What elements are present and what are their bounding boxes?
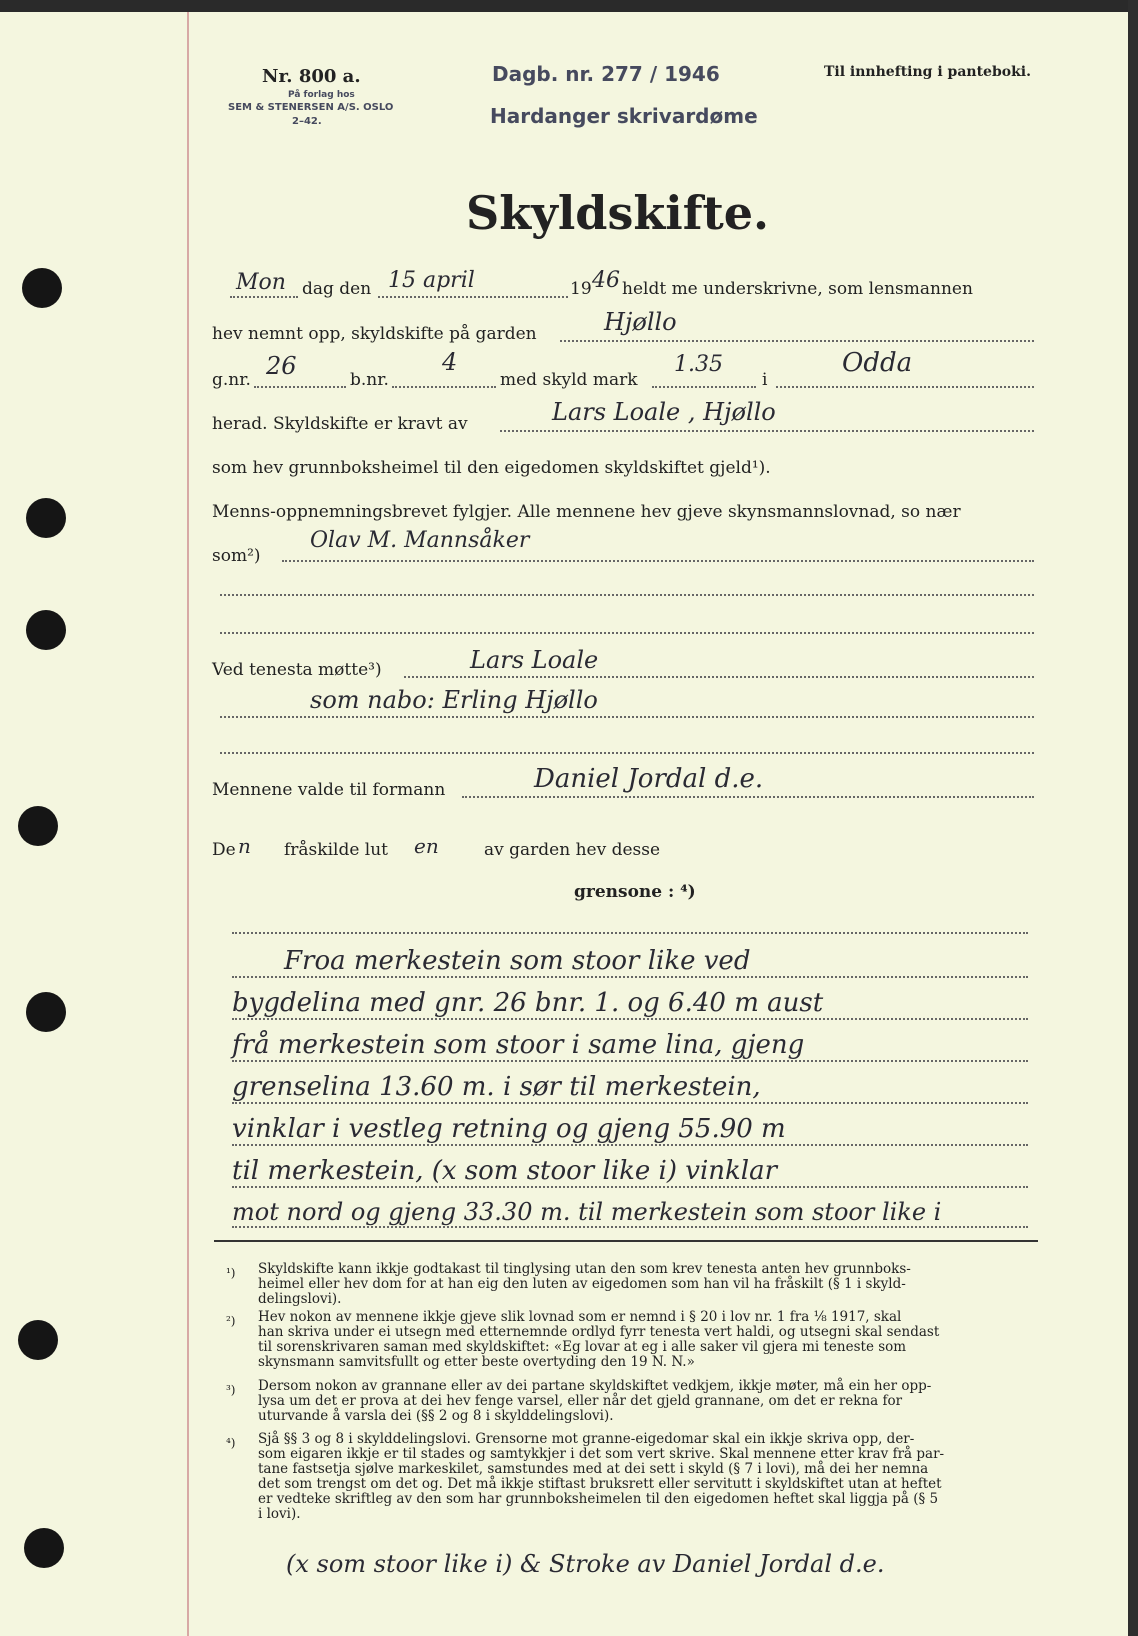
fill-line [462,796,1034,798]
handwritten-year: 46 [592,268,620,293]
handwritten-farm: Hjøllo [604,308,677,336]
handwritten-gnr: 26 [266,352,297,380]
footnote-number: ²) [226,1314,236,1328]
fill-line [254,386,346,388]
boundaries-heading: grensone : ⁴) [574,882,696,902]
publisher-line: 2–42. [292,116,322,127]
form-text: b.nr. [350,370,389,390]
footnote-line: Sjå §§ 3 og 8 i skylddelingslovi. Grensorne mot granne-eigedomar skal ein ikkje skriva opp, der- [258,1431,915,1447]
boundary-line: Froa merkestein som stoor like ved [284,946,751,976]
publisher-line: SEM & STENERSEN A/S. OSLO [228,102,394,113]
page-title: Skyldskifte. [466,186,770,240]
form-text: Menns-oppnemningsbrevet fylgjer. Alle mennene hev gjeve skynsmannslovnad, so nær [212,502,961,522]
footnote-line: delingslovi). [258,1291,342,1307]
handwritten-requester: Lars Loale , Hjøllo [552,398,776,426]
form-text: i [762,370,768,390]
footnote-line: det som trengst om det og. Det må ikkje stiftast bruksrett eller servitutt i skyldskiftet utan at heftet [258,1476,942,1492]
fill-line [560,340,1034,342]
handwritten-neighbour: som nabo: Erling Hjøllo [310,686,598,714]
footnote-number: ³) [226,1383,236,1397]
footnote-line: i lovi). [258,1506,301,1522]
handwritten-suffix: n [238,834,251,858]
form-text: 19 [570,279,592,299]
form-text: dag den [302,279,372,299]
footnote-line: uturvande å varsla dei (§§ 2 og 8 i skylddelingslovi). [258,1408,614,1424]
fill-line [232,1060,1028,1062]
footnote-line: er vedteke skriftleg av den som har grunnboksheimelen til den eigedomen heftet skal liggja på (§ 5 [258,1491,939,1507]
footnote-line: heimel eller hev dom for at han eig den luten av eigedomen som han vil ha fråskilt (§ 1 i skyld- [258,1276,906,1292]
boundary-line: til merkestein, (x som stoor like i) vinklar [232,1156,778,1186]
fill-line [232,1186,1028,1188]
form-number: Nr. 800 a. [262,66,361,87]
footnote-line: Skyldskifte kann ikkje godtakast til tinglysing utan den som krev tenesta anten hev grunnboks- [258,1261,911,1277]
boundary-line: bygdelina med gnr. 26 bnr. 1. og 6.40 m aust [232,988,824,1018]
scan-edge-top [0,0,1138,12]
handwritten-skyld: 1.35 [674,352,723,377]
punch-hole-icon [26,498,66,538]
fill-line [220,752,1034,754]
footnote-line: Hev nokon av mennene ikkje gjeve slik lovnad som er nemnd i § 20 i lov nr. 1 fra ⅛ 1917, skal [258,1309,902,1325]
handwritten-bottom-note: (x som stoor like i) & Stroke av Daniel Jordal d.e. [286,1550,885,1578]
form-text: med skyld mark [500,370,638,390]
fill-line [230,296,298,298]
footnote-line: som eigaren ikkje er til stades og samtykkjer i det som vert skrive. Skal mennene etter krav frå par- [258,1446,945,1462]
publisher-line: På forlag hos [288,90,355,100]
punch-hole-icon [24,1528,64,1568]
fill-line [220,632,1034,634]
binding-note: Til innhefting i panteboki. [824,64,1031,80]
fill-line [392,386,496,388]
footnote-line: Dersom nokon av grannane eller av dei partane skyldskiftet vedkjem, ikkje møter, må ein her opp- [258,1378,932,1394]
fill-line [652,386,756,388]
form-text: heldt me underskrivne, som lensmannen [622,279,973,299]
office-stamp: Hardanger skrivardøme [490,104,758,128]
fill-line [404,676,1034,678]
boundary-line: vinklar i vestleg retning og gjeng 55.90 m [232,1114,786,1144]
footnote-divider [214,1240,1038,1242]
fill-line [378,296,568,298]
handwritten-men: Olav M. Mannsåker [310,528,530,553]
fill-line [232,1018,1028,1020]
fill-line [220,594,1034,596]
footnote-line: tane fastsetja sjølve markeskilet, samstundes med at dei sett i skyld (§ 7 i lovi), må dei her nemna [258,1461,929,1477]
handwritten-bnr: 4 [442,348,458,376]
handwritten-suffix: en [414,834,439,858]
fill-line [232,976,1028,978]
scan-edge-right [1128,0,1138,1636]
fill-line [282,560,1034,562]
fill-line [232,1102,1028,1104]
form-text: som hev grunnboksheimel til den eigedomen skyldskiftet gjeld¹). [212,458,771,478]
fill-line [232,1226,1028,1228]
handwritten-attendee: Lars Loale [470,646,599,674]
footnote-line: til sorenskrivaren saman med skyldskiftet: «Eg lovar at eg i alle saker vil gjera mi teneste som [258,1339,907,1355]
form-text: herad. Skyldskifte er kravt av [212,414,468,434]
footnote-number: ¹) [226,1266,236,1280]
boundary-line: frå merkestein som stoor i same lina, gjeng [232,1030,805,1060]
footnote-line: skynsmann samvitsfullt og etter beste overtyding den 19 N. N.» [258,1354,695,1370]
footnote-line: lysa um det er prova at dei hev fenge varsel, eller når det gjeld grannane, om det er rekna for [258,1393,903,1409]
form-text: hev nemnt opp, skyldskifte på garden [212,324,537,344]
punch-hole-icon [26,610,66,650]
fill-line [220,716,1034,718]
boundary-line: mot nord og gjeng 33.30 m. til merkestein som stoor like i [232,1198,942,1226]
footnote-number: ⁴) [226,1436,236,1450]
punch-hole-icon [22,268,62,308]
fill-line [232,932,1028,934]
form-text: De [212,840,236,860]
fill-line [232,1144,1028,1146]
margin-line [187,12,189,1636]
handwritten-day: Mon [236,270,286,295]
form-text: av garden hev desse [484,840,661,860]
handwritten-date: 15 april [388,268,475,293]
boundary-line: grenselina 13.60 m. i sør til merkestein, [232,1072,761,1102]
form-text: Ved tenesta møtte³) [212,660,382,680]
journal-stamp: Dagb. nr. 277 / 1946 [492,62,720,86]
form-text: g.nr. [212,370,251,390]
fill-line [776,386,1034,388]
punch-hole-icon [18,806,58,846]
punch-hole-icon [26,992,66,1032]
form-text: som²) [212,546,261,566]
fill-line [500,430,1034,432]
handwritten-place: Odda [842,348,913,378]
punch-hole-icon [18,1320,58,1360]
form-text: fråskilde lut [284,840,389,860]
form-text: Mennene valde til formann [212,780,446,800]
footnote-line: han skriva under ei utsegn med etternemnde ordlyd fyrr tenesta vert haldi, og utsegni skal sendast [258,1324,940,1340]
handwritten-chairman: Daniel Jordal d.e. [534,764,764,794]
